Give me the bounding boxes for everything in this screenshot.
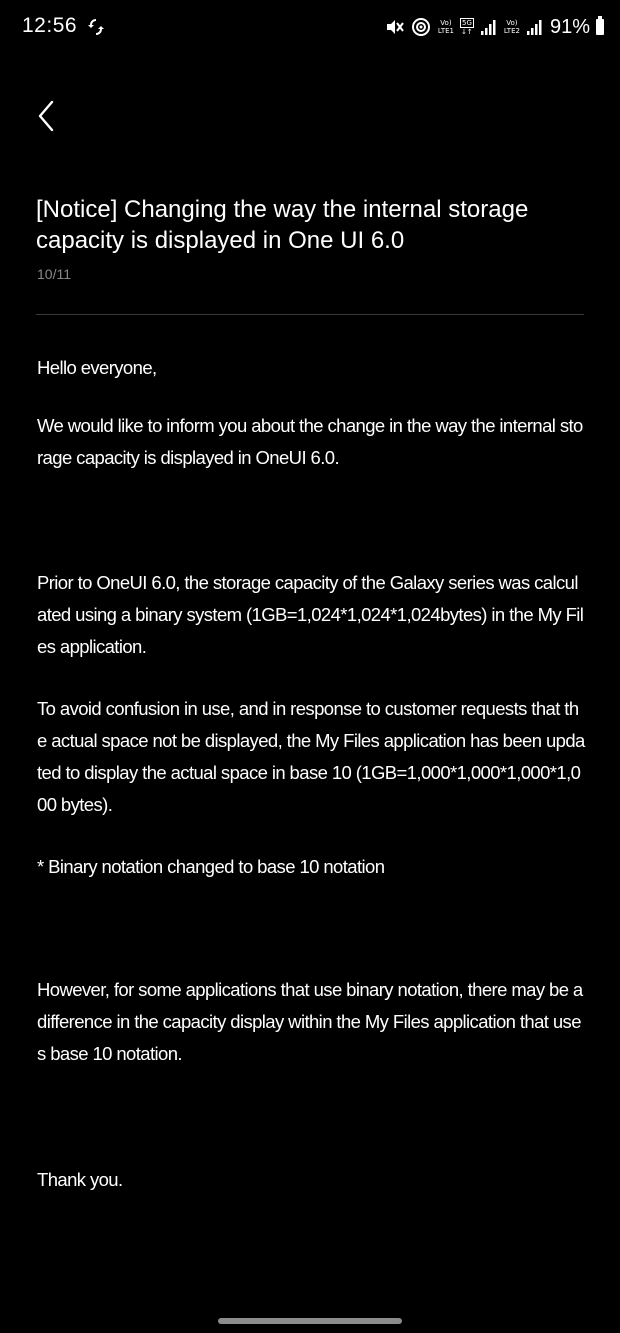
body-paragraph-prior: Prior to OneUI 6.0, the storage capacity of the Galaxy series was calculated using a binary system (1GB=1,024*1,024*1,024bytes) in the My Files application.: [37, 572, 584, 657]
home-indicator[interactable]: [218, 1318, 402, 1324]
sync-icon: [86, 16, 106, 38]
chevron-left-icon: [30, 96, 66, 136]
divider: [36, 314, 584, 315]
volte-icon: Vo) LTE1: [437, 19, 454, 35]
body-paragraph-thanks: Thank you.: [37, 1169, 123, 1190]
battery-percent: 91%: [549, 15, 590, 38]
notice-date: 10/11: [37, 266, 71, 282]
signal-icon-2: [526, 16, 544, 38]
signal-icon: [480, 16, 498, 38]
body-paragraph-note: * Binary notation changed to base 10 notation: [37, 856, 385, 877]
data-icon: 5G ↓↑: [461, 19, 473, 36]
status-icons: [384, 12, 604, 42]
body-paragraph-however: However, for some applications that use binary notation, there may be a difference in the capacity display within the My Files application that uses base 10 notation.: [37, 979, 583, 1064]
mute-icon: [384, 16, 404, 38]
body-paragraph-intro: We would like to inform you about the change in the way the internal storage capacity is displayed in OneUI 6.0.: [37, 415, 583, 468]
status-bar: [0, 0, 620, 56]
volte-icon-2: Vo) LTE2: [503, 19, 520, 35]
battery-icon: [596, 19, 604, 35]
status-time: 12:56: [22, 14, 78, 37]
notice-title: [Notice] Changing the way the internal storage capacity is displayed in One UI 6.0: [36, 196, 529, 254]
back-button[interactable]: [30, 96, 66, 136]
body-paragraph-greeting: Hello everyone,: [37, 357, 157, 378]
body-paragraph-update: To avoid confusion in use, and in response to customer requests that the actual space not be displayed, the My Files application has been updated to display the actual space in base 10 (1GB=1,000*1,000*1,000*1,000 bytes).: [37, 698, 585, 815]
wifi-icon: [410, 16, 432, 38]
